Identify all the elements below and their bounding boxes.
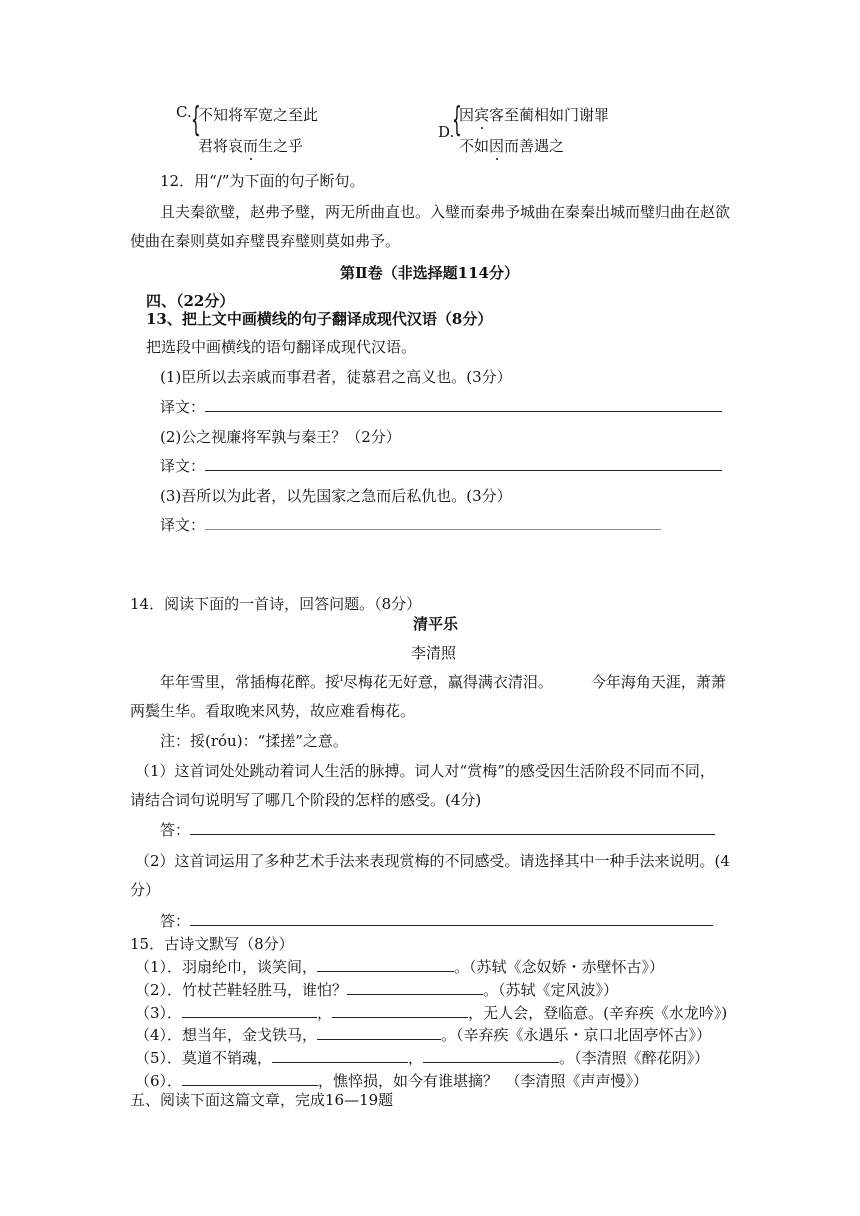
poem-title: 清平乐 <box>413 615 459 633</box>
q13-intro: 把选段中画横线的语句翻译成现代汉语。 <box>146 338 417 356</box>
fill-blank[interactable] <box>347 980 483 995</box>
q14-sub1-line2: 请结合词句说明写了哪几个阶段的怎样的感受。(4分) <box>130 791 482 809</box>
option-d-line2: 不如因而善遇之 <box>459 137 565 155</box>
q14-prompt: 14．阅读下面的一首诗，回答问题。（8分） <box>130 595 422 613</box>
q14-sub2-line1: （2）这首词运用了多种艺术手法来表现赏梅的不同感受。请选择其中一种手法来说明。(4 <box>135 852 730 870</box>
q13-answer-label-1: 译文： <box>160 396 722 417</box>
q15-line-5: （5）．莫道不销魂， ， 。（李清照《醉花阴》） <box>135 1049 710 1067</box>
q14-sub1-line1: （1）这首词处处跳动着词人生活的脉搏。词人对“赏梅”的感受因生活阶段不同而不同， <box>135 762 715 780</box>
poem-line-2: 两鬓生华。看取晚来风势，故应难看梅花。 <box>130 702 416 720</box>
q13-title: 13、把上文中画横线的句子翻译成现代汉语（8分） <box>146 310 493 328</box>
q13-answer-label-3: 译文： <box>160 514 661 535</box>
fill-blank[interactable] <box>182 1003 317 1018</box>
section5-heading: 五、阅读下面这篇文章，完成16—19题 <box>130 1091 394 1109</box>
q12-line2: 使曲在秦则莫如弃璧畏弃璧则莫如弗予。 <box>130 232 401 250</box>
answer-line[interactable] <box>190 820 715 835</box>
fill-blank[interactable] <box>317 1025 441 1040</box>
q15-line-1: （1）．羽扇纶巾，谈笑间， 。（苏轼《念奴娇・赤壁怀古》） <box>135 958 665 976</box>
fill-blank[interactable] <box>332 1003 468 1018</box>
q14-sub2-answer: 答： <box>160 910 713 931</box>
brace-icon: { <box>452 100 462 140</box>
fill-blank[interactable] <box>317 957 454 972</box>
q13-item-2: (2)公之视廉将军孰与秦王？（2分） <box>160 428 401 446</box>
q12-line1: 且夫秦欲璧，赵弗予璧，两无所曲直也。入璧而秦弗予城曲在秦秦出城而璧归曲在赵欲 <box>160 203 731 221</box>
q13-item-3: (3)吾所以为此者，以先国家之急而后私仇也。(3分） <box>160 487 512 505</box>
section4-heading: 四、（22分） <box>146 292 235 310</box>
option-d-label: D. <box>438 123 455 141</box>
q15-line-2: （2）．竹杖芒鞋轻胜马，谁怕？ 。（苏轼《定风波》） <box>135 981 619 999</box>
poem-author: 李清照 <box>411 644 457 662</box>
answer-line[interactable] <box>190 911 713 926</box>
q14-sub2-line2: 分） <box>130 881 161 899</box>
q15-line-3: （3）． ， ，无人会，登临意。(辛弃疾《水龙吟》) <box>135 1004 728 1022</box>
poem-note: 注：挼(róu)：“揉搓”之意。 <box>160 732 348 750</box>
q15-prompt: 15．古诗文默写（8分） <box>130 935 294 953</box>
q14-sub1-answer: 答： <box>160 819 715 840</box>
option-c-line1: 不知将军宽之至此 <box>198 106 319 124</box>
fill-blank[interactable] <box>423 1048 559 1063</box>
option-c-line2: 君将哀而生之乎 <box>198 137 304 155</box>
answer-line[interactable] <box>205 456 722 471</box>
fill-blank[interactable] <box>182 1071 318 1086</box>
q13-answer-label-2: 译文： <box>160 455 722 476</box>
fill-blank[interactable] <box>272 1048 408 1063</box>
option-d-line1: 因宾客至蔺相如门谢罪 <box>459 106 610 124</box>
brace-icon: { <box>191 100 201 140</box>
option-c-label: C. <box>176 103 192 121</box>
answer-line[interactable] <box>205 515 661 530</box>
q13-item-1: (1)臣所以去亲戚而事君者，徒慕君之高义也。(3分） <box>160 368 512 386</box>
q15-line-4: （4）．想当年，金戈铁马， 。（辛弃疾《永遇乐・京口北固亭怀古》） <box>135 1026 712 1044</box>
answer-line[interactable] <box>205 397 722 412</box>
q12-prompt: 12．用“/”为下面的句子断句。 <box>160 172 365 190</box>
part2-heading: 第Ⅱ卷（非选择题114分） <box>340 264 519 282</box>
poem-line-1: 年年雪里，常插梅花醉。挼$^ɪ$尽梅花无好意，赢得满衣清泪。 今年海角天涯，萧萧 <box>160 673 726 691</box>
q15-line-6: （6）． ，憔悴损，如今有谁堪摘？ （李清照《声声慢》） <box>135 1072 649 1090</box>
